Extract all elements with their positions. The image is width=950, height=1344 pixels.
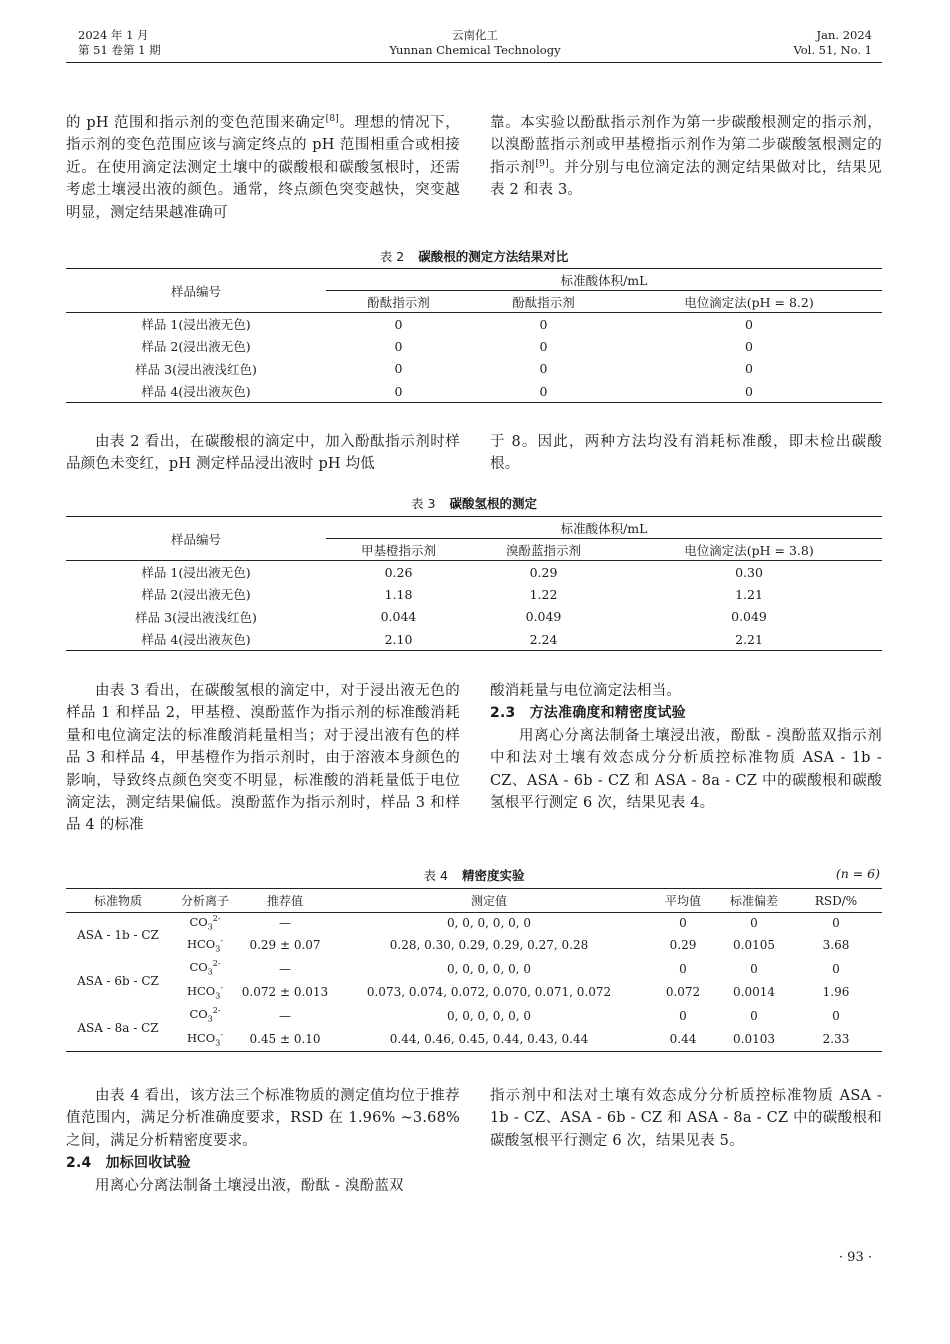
cell: 2.24 — [529, 631, 558, 647]
cell: 0 — [750, 1008, 758, 1023]
cell: 0 — [750, 961, 758, 976]
p1-left-pre: 的 pH 范围和指示剂的变色范围来确定 — [66, 115, 326, 131]
table4-note: (n = 6) — [835, 866, 880, 881]
citation-8: [8] — [325, 114, 339, 125]
cell: 0.0014 — [733, 985, 775, 999]
table-row — [66, 606, 882, 629]
cell: 0.28, 0.30, 0.29, 0.29, 0.27, 0.28 — [389, 938, 589, 952]
header-date: 2024 年 1 月 — [78, 28, 149, 42]
table-row — [66, 628, 882, 651]
table-row — [66, 980, 882, 1005]
table4-col-rsd: RSD/% — [814, 893, 858, 908]
p2-right — [490, 431, 882, 476]
table3-col-group: 标准酸体积/mL — [326, 517, 882, 539]
cell: 0.0103 — [733, 1031, 775, 1046]
p3-right-text: 酸消耗量与电位滴定法相当。 — [490, 683, 682, 699]
cell: 0 — [539, 338, 548, 354]
table4-col-sd: 标准偏差 — [729, 894, 778, 908]
table2-col-sample: 样品编号 — [66, 269, 326, 313]
table-row — [66, 358, 882, 381]
section-2-4-text: 用离心分离法制备土壤浸出液，酚酞 - 溴酚蓝双 — [95, 1177, 404, 1194]
cell: 1.21 — [735, 586, 763, 602]
p5-right — [490, 1085, 882, 1152]
p1-left — [66, 112, 460, 224]
p1-right-post: 。并分别与电位滴定法的测定结果做对比，结果见表 2 和表 3。 — [490, 159, 882, 199]
section-2-4-title: 2.4 加标回收试验 — [66, 1155, 191, 1172]
table3 — [66, 516, 882, 651]
cell: 0.26 — [384, 564, 413, 580]
cell: 0 — [750, 915, 758, 930]
journal-title-cn: 云南化工 — [452, 28, 498, 42]
cell: 0.45 ± 0.10 — [249, 1031, 321, 1046]
p4-left-text: 由表 4 看出，该方法三个标准物质的测定值均位于推荐值范围内，满足分析准确度要求，RSD 在 1.96% ~3.68%之间，满足分析精密度要求。 — [66, 1088, 460, 1149]
material-name: ASA - 8a - CZ — [66, 1005, 170, 1052]
table4-col-ion: 分析离子 — [180, 894, 229, 908]
cell: 0.29 ± 0.07 — [249, 938, 321, 952]
header-center — [375, 28, 575, 58]
p5-right-text: 指示剂中和法对土壤有效态成分分析质控标准物质 ASA - 1b - CZ、ASA - 6b - CZ 和 ASA - 8a - CZ 中的碳酸根和碳酸氢根平行测定 6 次，结果见表 5。 — [490, 1088, 882, 1149]
row-label: 样品 2(浸出液无色) — [141, 339, 251, 355]
material-name: ASA - 6b - CZ — [77, 974, 159, 988]
table-row — [66, 561, 882, 584]
header-volume-en: Vol. 51, No. 1 — [793, 43, 872, 57]
cell: 1.22 — [529, 586, 558, 602]
table4-col-material: 标准物质 — [93, 894, 142, 908]
cell: 0 — [539, 316, 548, 332]
header-rule — [66, 62, 882, 63]
material-name: ASA - 1b - CZ — [77, 928, 159, 943]
row-label: 样品 4(浸出液灰色) — [141, 384, 251, 399]
cell: 0.072 — [665, 985, 701, 999]
cell: 0.30 — [735, 564, 763, 580]
cell: 0 — [539, 383, 548, 399]
cell: 0 — [745, 338, 753, 354]
cell: 0.44, 0.46, 0.45, 0.44, 0.43, 0.44 — [389, 1031, 589, 1046]
table-row — [66, 583, 882, 606]
cell: 1.96 — [822, 985, 850, 999]
table4-title: 精密度实验 — [461, 868, 525, 883]
table-row — [66, 958, 882, 980]
cell: — — [279, 1008, 291, 1023]
section-2-3-text: 用离心分离法制备土壤浸出液，酚酞 - 溴酚蓝双指示剂中和法对土壤有效态成分分析质控标准物质 ASA - 1b - CZ、ASA - 6b - CZ 和 ASA - 8a - CZ 中的碳酸根和碳酸氢根平行测定 6 次，结果见表 4。 — [490, 727, 882, 812]
cell: 0.0105 — [733, 938, 775, 952]
ion-bicarbonate: $HCO_3^-$ — [186, 1029, 224, 1047]
cell: 2.33 — [822, 1031, 850, 1046]
cell: 0.044 — [380, 609, 417, 625]
page-number: · 93 · — [838, 1250, 872, 1265]
cell: 0 — [679, 961, 687, 976]
table3-col-2: 溴酚蓝指示剂 — [505, 542, 581, 558]
cell: 0 — [394, 361, 403, 377]
cell: 0 — [539, 361, 548, 377]
table-row — [66, 913, 882, 933]
cell: — — [279, 915, 291, 930]
cell: — — [279, 961, 291, 976]
cell: 0.072 ± 0.013 — [241, 985, 329, 999]
cell: 0 — [394, 316, 403, 332]
table4-col-mean: 平均值 — [664, 894, 701, 908]
table-row — [66, 1005, 882, 1027]
table2-number: 表 2 — [379, 249, 405, 264]
row-label: 样品 1(浸出液无色) — [141, 565, 251, 580]
table2-title: 碳酸根的测定方法结果对比 — [418, 249, 569, 264]
cell: 0.049 — [731, 609, 767, 625]
cell: 0.44 — [669, 1031, 697, 1046]
table3-col-sample: 样品编号 — [66, 517, 326, 561]
table-row — [66, 380, 882, 403]
cell: 0, 0, 0, 0, 0, 0 — [447, 1008, 531, 1023]
cell: 0 — [679, 915, 687, 930]
table4-caption — [66, 866, 882, 884]
p3-left-text: 由表 3 看出，在碳酸氢根的滴定中，对于浸出液无色的样品 1 和样品 2，甲基橙、溴酚蓝作为指示剂的标准酸消耗量和电位滴定法的标准酸消耗量相当；对于浸出液有色的样品 3 和样品 4，甲基橙作为指示剂时，由于溶液本身颜色的影响，导致终点颜色突变不明显，标准酸的消耗量低于电位滴定法，测定结果偏低。溴酚蓝作为指示剂时，样品 3 和样品 4 的标准 — [66, 683, 460, 834]
cell: 0.29 — [669, 938, 697, 952]
row-label: 样品 3(浸出液浅红色) — [135, 609, 257, 625]
cell: 2.21 — [735, 631, 763, 647]
table2 — [66, 268, 882, 403]
cell: 0 — [394, 338, 403, 354]
table2-col-1: 酚酞指示剂 — [367, 294, 430, 310]
journal-title-en: Yunnan Chemical Technology — [389, 43, 561, 57]
header-right — [793, 28, 872, 58]
ion-bicarbonate: $HCO_3^-$ — [186, 983, 224, 1001]
cell: 0.049 — [525, 609, 562, 625]
section-2-3-title: 2.3 方法准确度和精密度试验 — [490, 705, 686, 722]
ion-carbonate: $CO_3^{2-}$ — [189, 959, 221, 977]
cell: 0 — [832, 915, 840, 930]
cell: 1.18 — [384, 586, 413, 602]
cell: 0, 0, 0, 0, 0, 0 — [447, 961, 531, 976]
table3-col-3: 电位滴定法(pH = 3.8) — [684, 542, 814, 558]
cell: 0.29 — [529, 564, 558, 580]
header-volume: 第 51 卷第 1 期 — [78, 43, 161, 57]
cell: 0 — [745, 361, 753, 377]
ion-carbonate: $CO_3^{2-}$ — [189, 913, 221, 931]
p1-right — [490, 112, 882, 202]
table4 — [66, 888, 882, 1052]
citation-9: [9] — [535, 158, 549, 169]
table-row — [66, 335, 882, 358]
table2-col-group: 标准酸体积/mL — [326, 269, 882, 291]
cell: 2.10 — [384, 631, 413, 647]
p4-left — [66, 1085, 460, 1197]
cell: 0 — [679, 1008, 687, 1023]
cell: 0 — [832, 961, 840, 976]
cell: 0.073, 0.074, 0.072, 0.070, 0.071, 0.072 — [366, 985, 612, 999]
ion-carbonate: $CO_3^{2-}$ — [189, 1006, 221, 1024]
cell: 0 — [394, 383, 403, 399]
p1-left-post: 。理想的情况下，指示剂的变色范围应该与滴定终点的 pH 范围相重合或相接近。在使用滴定法测定土壤中的碳酸根和碳酸氢根时，还需考虑土壤浸出液的颜色。通常，终点颜色突变越快，突变越明显，测定结果越准确可 — [66, 115, 460, 221]
cell: 0, 0, 0, 0, 0, 0 — [447, 915, 531, 930]
table3-col-1: 甲基橙指示剂 — [360, 542, 436, 558]
table-row — [66, 933, 882, 958]
table3-title: 碳酸氢根的测定 — [449, 496, 537, 511]
p3-right — [490, 680, 882, 814]
table2-col-2: 酚酞指示剂 — [512, 294, 575, 310]
table4-col-recommended: 推荐值 — [266, 894, 303, 908]
cell: 3.68 — [822, 938, 850, 952]
row-label: 样品 3(浸出液浅红色) — [135, 361, 257, 377]
table3-number: 表 3 — [411, 496, 436, 511]
table2-caption — [66, 247, 882, 265]
cell: 0 — [745, 316, 753, 332]
p2-right-text: 于 8。因此，两种方法均没有消耗标准酸，即未检出碳酸根。 — [490, 434, 882, 473]
p2-left — [66, 431, 460, 476]
table2-col-3: 电位滴定法(pH = 8.2) — [684, 294, 814, 310]
row-label: 样品 2(浸出液无色) — [141, 587, 251, 603]
cell: 0 — [745, 383, 753, 399]
row-label: 样品 1(浸出液无色) — [141, 317, 251, 332]
p2-left-text: 由表 2 看出，在碳酸根的滴定中，加入酚酞指示剂时样品颜色未变红，pH 测定样品浸出液时 pH 均低 — [66, 434, 460, 473]
header-date-en: Jan. 2024 — [816, 28, 872, 42]
table-row — [66, 1027, 882, 1052]
ion-bicarbonate: $HCO_3^-$ — [186, 936, 224, 954]
table3-caption — [66, 494, 882, 512]
cell: 0 — [832, 1008, 840, 1023]
row-label: 样品 4(浸出液灰色) — [141, 632, 251, 647]
p1-right-pre: 靠。本实验以酚酞指示剂作为第一步碳酸根测定的指示剂，以溴酚蓝指示剂或甲基橙指示剂作为第二步碳酸氢根测定的指示剂 — [490, 115, 882, 176]
table4-col-measured: 测定值 — [470, 894, 507, 908]
table4-number: 表 4 — [423, 868, 448, 883]
table-row — [66, 313, 882, 336]
header-left — [78, 28, 161, 58]
p3-left — [66, 680, 460, 837]
